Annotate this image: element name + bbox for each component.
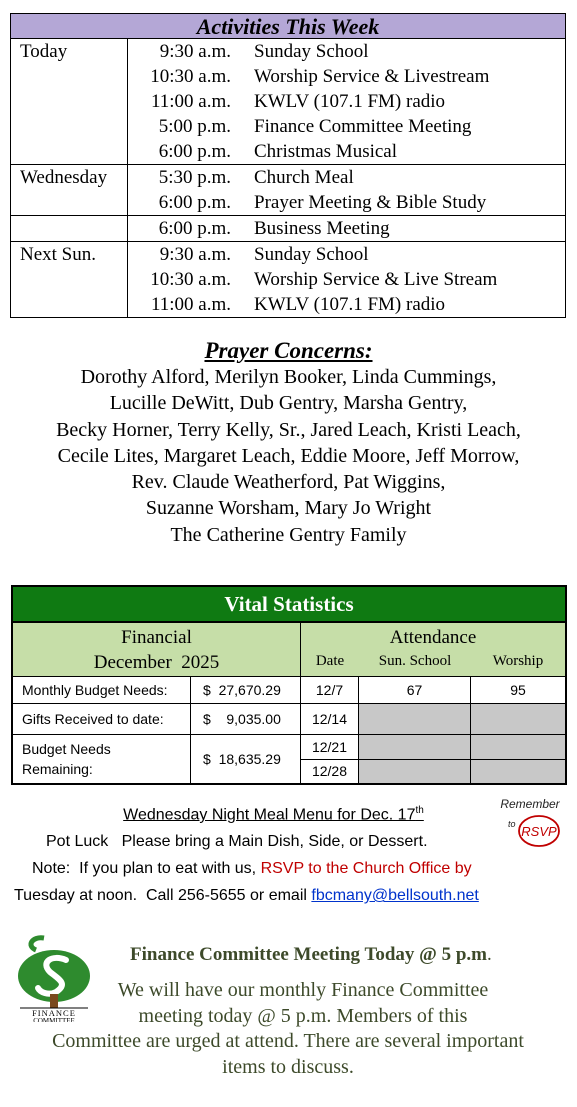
dollar-sign: $ [203,711,211,727]
gifts-amount: 9,035.00 [226,711,281,727]
activities-table [10,39,566,318]
financial-header [13,623,301,676]
prayer-concerns-title: Prayer Concerns: [204,338,373,363]
remaining-amount: 18,635.29 [218,751,281,767]
budget-row [13,677,565,704]
prayer-concerns-section [0,338,577,548]
attendance-columns [301,650,565,672]
activity-desc: Business Meeting [254,218,390,239]
gifts-row [13,704,565,735]
vital-statistics-title: Vital Statistics [13,587,565,623]
activity-row [11,139,565,164]
prayer-line: Cecile Lites, Margaret Leach, Eddie Moore, Jeff Morrow, [57,444,520,467]
activity-time: 10:30 a.m. [150,66,231,87]
col-worship: Worship [492,653,544,669]
attendance-worship [471,704,565,734]
attendance-row [301,735,565,760]
activity-group-today [11,39,565,164]
rsvp-remember-text: Remember [500,797,560,811]
activity-desc: Worship Service & Livestream [254,66,490,87]
finance-body-line: Committee are urged at attend. There are several important [52,1030,524,1052]
gifts-amount-cell [191,704,301,734]
attendance-date: 12/21 [301,735,359,759]
activity-day [11,216,128,241]
meal-line-3: Tuesday at noon. Call 256-5655 or email fbcmany@bellsouth.net [14,887,479,905]
attendance-date: 12/7 [301,677,359,703]
gifts-label: Gifts Received to date: [13,704,191,734]
prayer-line: The Catherine Gentry Family [170,523,407,546]
meal-title: Wednesday Night Meal Menu for Dec. 17th [123,805,424,824]
activity-time: 10:30 a.m. [150,269,231,290]
attendance-sunday-school [359,760,471,783]
activity-desc: Sunday School [254,41,369,62]
prayer-line: Lucille DeWitt, Dub Gentry, Marsha Gentry, [109,392,468,415]
activity-time: 5:00 p.m. [158,116,231,137]
logo-swirl-icon [31,938,44,950]
attendance-sunday-school [359,735,471,759]
activity-row [11,114,565,139]
prayer-line: Dorothy Alford, Merilyn Booker, Linda Cummings, [80,366,497,388]
finance-body-line: items to discuss. [222,1055,354,1078]
activity-time: 9:30 a.m. [159,41,231,62]
budget-amount-cell [191,677,301,703]
activity-desc: Finance Committee Meeting [254,116,472,137]
attendance-row [301,704,565,734]
activity-time: 6:00 p.m. [158,141,231,162]
activity-time: 6:00 p.m. [158,218,231,239]
activity-time: 6:00 p.m. [158,192,231,213]
activity-desc: Sunday School [254,244,369,265]
activity-row [11,89,565,114]
budget-label: Monthly Budget Needs: [13,677,191,703]
remaining-label [13,735,191,783]
activity-row [11,165,565,190]
rsvp-to-text: to [508,819,516,829]
activity-day: Today [11,39,128,64]
activity-row [11,190,565,215]
dollar-sign: $ [203,751,211,767]
activity-time: 9:30 a.m. [159,244,231,265]
activity-desc: KWLV (107.1 FM) radio [254,294,446,315]
rsvp-word: RSVP [521,824,557,839]
finance-body-line: meeting today @ 5 p.m. Members of this [138,1004,468,1027]
attendance-sunday-school: 67 [359,677,471,703]
vital-statistics-table [11,585,567,785]
finance-meeting-title: Finance Committee Meeting Today @ 5 p.m. [130,944,492,965]
email-link[interactable]: fbcmany@bellsouth.net [311,887,479,905]
prayer-line: Suzanne Worsham, Mary Jo Wright [145,497,432,520]
remaining-amount-cell [191,735,301,783]
activity-group-wednesday [11,164,565,215]
activity-row [11,39,565,64]
rsvp-instruction: RSVP to the Church Office by [260,860,472,878]
attendance-sunday-school [359,704,471,734]
activity-time: 11:00 a.m. [150,91,231,112]
attendance-row [301,677,565,703]
activities-title: Activities This Week [10,13,566,39]
prayer-line: Becky Horner, Terry Kelly, Sr., Jared Leach, Kristi Leach, [56,418,521,441]
attendance-header [301,623,565,676]
activity-time: 5:30 p.m. [158,167,231,188]
activity-day: Next Sun. [11,242,128,267]
meal-line-1: Pot Luck Please bring a Main Dish, Side, or Dessert. [46,833,428,851]
meal-title-sup: th [415,805,424,816]
remaining-label-line2: Remaining: [22,761,93,777]
activity-desc: Christmas Musical [254,141,398,162]
finance-body-line: We will have our monthly Finance Committee [117,979,489,1001]
attendance-date: 12/14 [301,704,359,734]
prayer-line: Rev. Claude Weatherford, Pat Wiggins, [131,471,446,494]
remaining-label-line1: Budget Needs [22,741,111,757]
activity-group-business [11,215,565,241]
dollar-sign: $ [203,682,211,698]
activity-row [11,292,565,317]
attendance-worship [471,735,565,759]
financial-month: December 2025 [93,652,220,673]
activities-section [10,13,566,318]
activity-day: Wednesday [11,165,128,190]
remember-rsvp-graphic [494,795,564,851]
financial-label: Financial [121,627,192,648]
activity-desc: KWLV (107.1 FM) radio [254,91,446,112]
logo-text-finance: FINANCE [32,1008,76,1018]
budget-amount: 27,670.29 [218,682,281,698]
activity-row [11,64,565,89]
col-sunday-school: Sun. School [378,653,452,669]
activity-time: 11:00 a.m. [150,294,231,315]
finance-meeting-body [10,978,566,1080]
attendance-worship: 95 [510,682,526,698]
activity-desc: Prayer Meeting & Bible Study [254,192,487,213]
logo-text-committee: COMMITTEE [33,1017,75,1022]
attendance-row [301,760,565,783]
attendance-label: Attendance [389,627,477,648]
meal-line-2: Note: If you plan to eat with us, RSVP to the Church Office by [32,860,472,878]
vital-header-row [13,623,565,677]
activity-row [11,216,565,241]
attendance-date: 12/28 [301,760,359,783]
activity-group-next-sunday [11,241,565,317]
activity-desc: Church Meal [254,167,354,188]
activity-desc: Worship Service & Live Stream [254,269,498,290]
meal-section [0,797,577,909]
attendance-worship [471,760,565,783]
activity-row [11,242,565,267]
col-date: Date [315,653,345,669]
remaining-row [13,735,565,783]
rsvp-deadline: Tuesday at noon [14,887,133,905]
activity-row [11,267,565,292]
